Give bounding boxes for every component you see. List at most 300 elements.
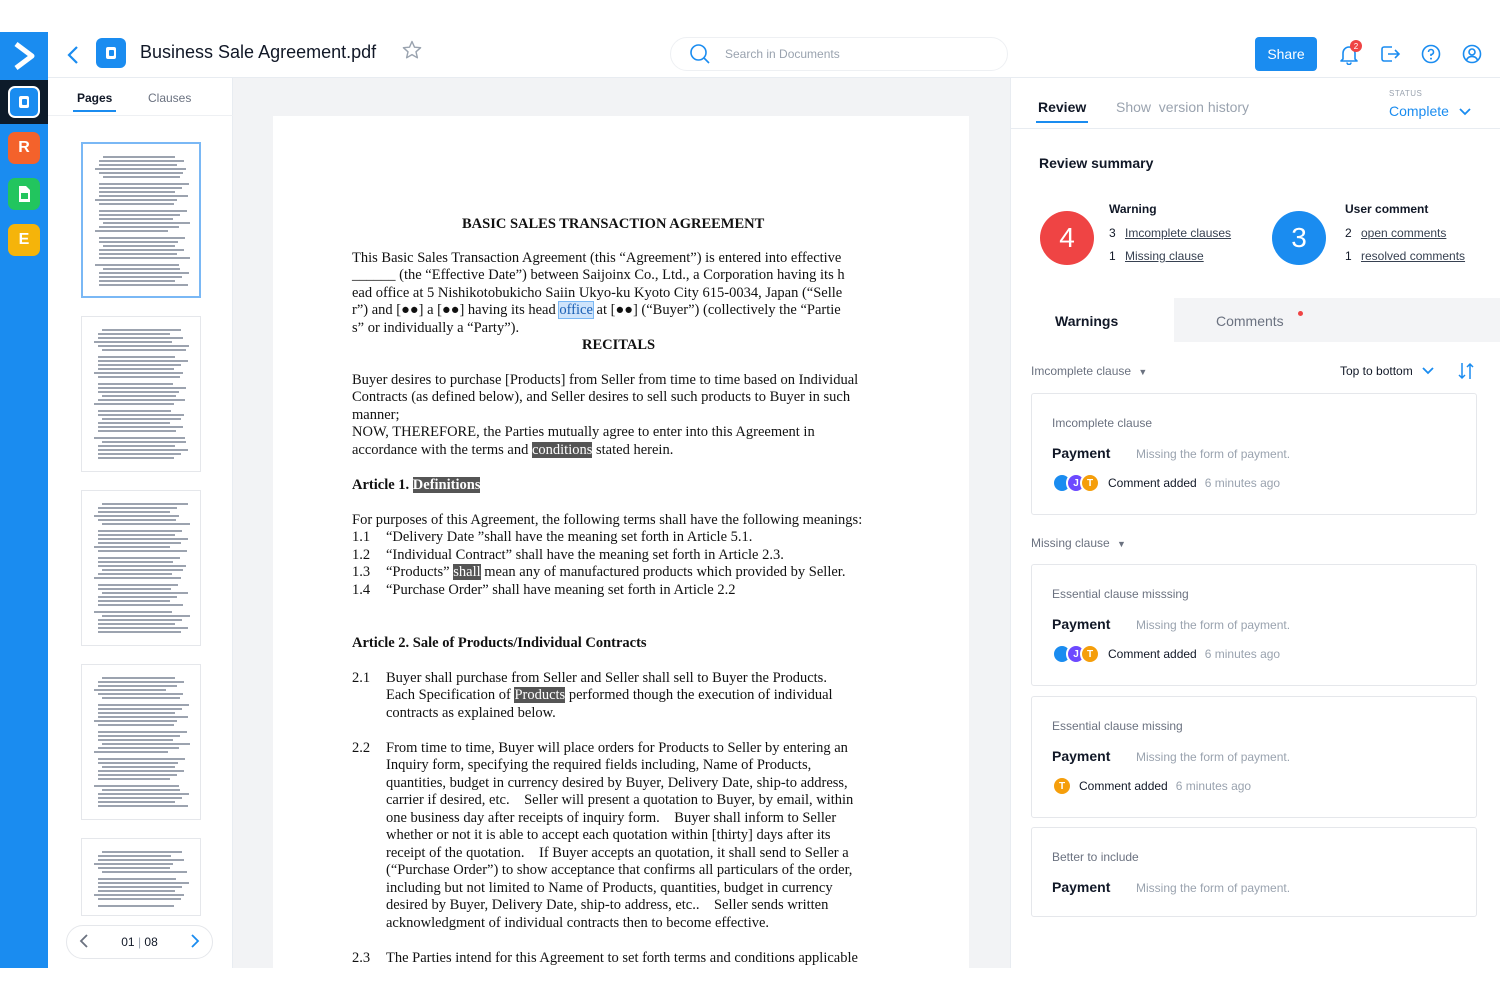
thumbnail-text-line <box>98 507 177 509</box>
help-icon[interactable] <box>1420 43 1444 67</box>
thumbnail-text-line <box>102 592 188 594</box>
thumbnail-text-line <box>95 199 177 201</box>
thumbnail-text-line <box>98 584 178 586</box>
thumbnail-text-line <box>102 871 187 873</box>
comment-status <box>1108 476 1280 490</box>
avatar: J <box>1066 473 1086 493</box>
thumbnail-text-line <box>98 383 173 385</box>
thumbnail-text-line <box>99 172 183 174</box>
user-comment-heading: User comment <box>1345 202 1429 216</box>
avatar: T <box>1052 776 1072 796</box>
search-input[interactable] <box>725 47 985 61</box>
comment-count-badge: 3 <box>1272 211 1326 265</box>
clause-2-2-line: acknowledgment of individual contracts then to become effective. <box>386 915 770 931</box>
tab-comments-label: Comments <box>1216 313 1284 329</box>
clause-2-1-line-2-post: performed though the execution of individual <box>568 687 833 703</box>
thumbnail-text-line <box>99 164 177 166</box>
warning-count-badge: 4 <box>1040 211 1094 265</box>
thumbnail-text-line <box>94 546 170 548</box>
comment-row-resolved <box>1345 249 1465 263</box>
open-comments-link[interactable]: open comments <box>1361 226 1447 240</box>
thumbnail-text-line <box>98 565 186 567</box>
thumbnail-text-line <box>98 797 182 799</box>
thumbnail-text-line <box>98 627 188 629</box>
document-viewer[interactable] <box>233 78 1010 968</box>
article-2-heading: Article 2. Sale of Products/Individual Contracts <box>352 635 647 651</box>
clause-description: Missing the form of payment. <box>1136 750 1291 764</box>
bell-icon[interactable] <box>1338 43 1362 67</box>
thumbnail-text-line <box>98 604 183 606</box>
incomplete-count: 3 <box>1109 226 1116 240</box>
rail-app-e-label: E <box>18 231 30 248</box>
thumbnail-text-line <box>99 284 188 286</box>
thumbnail-text-line <box>98 337 183 339</box>
highlight-office[interactable]: office <box>559 302 593 318</box>
warning-kind: Essential clause missing <box>1052 719 1183 733</box>
star-icon[interactable] <box>402 40 422 66</box>
highlight-conditions[interactable]: conditions <box>531 442 593 458</box>
page-thumbnail-5[interactable] <box>81 838 201 916</box>
comment-time: 6 minutes ago <box>1204 647 1281 661</box>
definition-1-3-pre: “Products” <box>386 564 450 580</box>
thumbnail-text-line <box>98 712 175 714</box>
intro-line-5: s” or individually a “Party”). <box>352 320 520 336</box>
thumbnail-text-line <box>99 191 175 193</box>
intro-line-4-post: at [●●] (“Buyer”) (collectively the “Partie <box>596 302 841 318</box>
thumbnail-text-line <box>94 611 172 613</box>
thumbnail-text-line <box>98 619 182 621</box>
clause-2-2-line: desired by Buyer, Delivery Date, ship-to address, etc.. Seller sends written <box>386 897 829 913</box>
page-thumbnail-1[interactable] <box>81 142 201 298</box>
thumbnail-text-line <box>102 329 181 331</box>
thumbnail-text-line <box>99 241 178 243</box>
tab-comments[interactable] <box>1174 298 1500 342</box>
thumbnail-text-line <box>98 368 174 370</box>
thumbnail-text-line <box>98 360 188 362</box>
comment-added-text: Comment added <box>1108 476 1197 490</box>
document-app-icon <box>8 86 40 118</box>
thumbnail-text-line <box>98 391 179 393</box>
document-app-icon <box>96 38 126 68</box>
thumbnail-text-line <box>98 867 170 869</box>
thumbnail-text-line <box>98 758 185 760</box>
thumbnail-text-line <box>98 550 187 552</box>
thumbnail-text-line <box>102 743 190 745</box>
thumbnail-text-line <box>102 677 175 679</box>
review-panel <box>1010 78 1500 968</box>
resolved-count: 1 <box>1345 249 1352 263</box>
intro-line-4 <box>352 302 841 320</box>
thumbnail-text-line <box>98 681 184 683</box>
rail-app-sheets[interactable] <box>8 178 40 210</box>
thumbnail-text-line <box>98 387 186 389</box>
thumbnail-text-line <box>94 515 179 517</box>
thumbnail-text-line <box>98 511 170 513</box>
tab-review[interactable]: Review <box>1038 99 1087 115</box>
thumbnail-text-line <box>98 356 175 358</box>
thumbnail-text-line <box>98 345 189 347</box>
intro-line-1: This Basic Sales Transaction Agreement (this “Agreement”) is entered into effective <box>352 250 842 266</box>
thumbnail-text-line <box>102 503 188 505</box>
thumbnail-text-line <box>94 403 174 405</box>
definition-1-4-num: 1.4 <box>352 582 371 598</box>
thumbnail-text-line <box>98 530 182 532</box>
incomplete-clause-filter-label: Imcomplete clause <box>1031 364 1132 378</box>
thumbnail-text-line <box>98 542 181 544</box>
document-title: Business Sale Agreement.pdf <box>140 42 377 62</box>
thumbnail-text-line <box>98 716 188 718</box>
thumbnail-text-line <box>98 724 174 726</box>
thumbnail-text-line <box>98 693 183 695</box>
thumbnail-text-line <box>98 596 177 598</box>
page-thumbnail-2[interactable] <box>81 316 201 472</box>
recitals-line-2: Contracts (as defined below), and Seller desires to sell such products to Buyer in such <box>352 389 851 405</box>
sort-order-icon[interactable] <box>1457 361 1475 381</box>
article-1-heading <box>352 477 480 495</box>
thumbnail-text-line <box>98 774 177 776</box>
thumbnail-text-line <box>98 731 187 733</box>
comment-time: 6 minutes ago <box>1204 476 1281 490</box>
incomplete-clause-filter[interactable] <box>1031 364 1147 378</box>
recitals-line-5-pre: accordance with the terms and <box>352 442 529 458</box>
clause-2-1-line-2 <box>386 687 833 705</box>
thumbnail-text-line <box>103 156 175 158</box>
thumbnail-text-line <box>98 449 188 451</box>
caret-down-icon: ▼ <box>1117 539 1126 549</box>
thumbnail-text-line <box>99 187 182 189</box>
warning-kind: Better to include <box>1052 850 1139 864</box>
status-dropdown[interactable] <box>1389 103 1471 119</box>
clause-2-1-line-1: Buyer shall purchase from Seller and Seller shall sell to Buyer the Products. <box>386 670 827 686</box>
thumbnail-text-line <box>95 264 179 266</box>
thumbnail-text-line <box>98 430 176 432</box>
thumbnail-text-line <box>98 399 185 401</box>
clause-2-3-num: 2.3 <box>352 950 371 966</box>
sheet-icon <box>16 185 32 203</box>
highlight-products[interactable]: Products <box>514 687 566 703</box>
clause-name: Payment <box>1052 879 1111 895</box>
back-arrow-icon[interactable] <box>62 42 84 68</box>
thumbnail-text-line <box>98 704 189 706</box>
warning-card[interactable] <box>1031 564 1477 686</box>
thumbnail-text-line <box>98 793 189 795</box>
tab-version-history[interactable]: Show version history <box>1116 99 1250 115</box>
clause-2-1-num: 2.1 <box>352 670 371 686</box>
missing-clause-filter[interactable] <box>1031 536 1126 550</box>
clause-2-2-line: whether or not it is able to accept each quotation within [thirty] days after its <box>386 827 831 843</box>
thumbnail-text-line <box>103 176 180 178</box>
notification-badge: 2 <box>1350 40 1362 52</box>
clause-2-2-line: carrier if desired, etc. Seller will present a quotation to Buyer, by email, within <box>386 792 854 808</box>
intro-line-2: ______ (the “Effective Date”) between Saijoinx Co., Ltd., a Corporation having its h <box>352 267 845 283</box>
current-page: 01 <box>121 935 135 949</box>
thumbnail-text-line <box>94 720 177 722</box>
clause-name: Payment <box>1052 445 1111 461</box>
thumbnail-text-line <box>94 577 181 579</box>
pages-panel <box>48 78 233 968</box>
thumbnail-text-line <box>98 855 171 857</box>
thumbnail-text-line <box>102 851 182 853</box>
comment-added-text: Comment added <box>1108 647 1197 661</box>
brand-logo-icon[interactable] <box>0 32 48 80</box>
recitals-heading: RECITALS <box>582 337 656 353</box>
thumbnail-text-line <box>102 418 181 420</box>
avatar: T <box>1080 473 1100 493</box>
recitals-line-5 <box>352 442 673 460</box>
thumbnail-text-line <box>98 708 182 710</box>
thumbnail-text-line <box>98 685 177 687</box>
sort-label: Top to bottom <box>1340 364 1413 378</box>
thumbnail-text-line <box>98 573 172 575</box>
search-icon <box>689 43 711 65</box>
thumbnail-text-line <box>99 276 182 278</box>
page-pager <box>66 925 213 959</box>
next-page-icon[interactable] <box>190 932 200 953</box>
warning-heading: Warning <box>1109 202 1157 216</box>
thumbnail-text-line <box>98 770 184 772</box>
definition-1-4: “Purchase Order” shall have meaning set forth in Article 2.2 <box>386 582 736 598</box>
clause-2-2-line: including but not limited to Name of Products, quantities, budget in currency <box>386 880 833 896</box>
thumbnail-text-line <box>98 364 181 366</box>
share-button[interactable]: Share <box>1255 37 1317 71</box>
clause-name: Payment <box>1052 748 1111 764</box>
thumbnail-text-line <box>98 859 184 861</box>
rail-app-r-label: R <box>18 139 30 156</box>
thumbnail-text-line <box>102 766 175 768</box>
definition-1-3-num: 1.3 <box>352 564 371 580</box>
tab-pages[interactable]: Pages <box>77 91 113 105</box>
profile-icon[interactable] <box>1461 43 1485 67</box>
thumbnail-text-line <box>102 523 190 525</box>
divider <box>1011 128 1500 129</box>
definition-1-1: “Delivery Date ”shall have the meaning set forth in Article 5.1. <box>386 529 753 545</box>
pages-panel-tabs <box>48 78 233 116</box>
thumbnail-text-line <box>98 519 176 521</box>
clause-2-2-line: (“Purchase Order”) to show acceptance that confirms all particulars of the order, <box>386 862 853 878</box>
clause-description: Missing the form of payment. <box>1136 881 1291 895</box>
warning-kind: Imcomplete clause <box>1052 416 1153 430</box>
thumbnail-text-line <box>102 395 176 397</box>
page-indicator <box>121 935 158 949</box>
comment-time: 6 minutes ago <box>1175 779 1252 793</box>
sort-dropdown[interactable] <box>1340 364 1434 378</box>
thumbnail-text-line <box>98 801 175 803</box>
clause-2-2-num: 2.2 <box>352 740 371 756</box>
thumbnail-text-line <box>98 445 175 447</box>
rail-app-e[interactable] <box>8 224 40 256</box>
thumbnail-text-line <box>98 905 174 907</box>
thumbnail-text-line <box>98 534 175 536</box>
thumbnail-text-line <box>99 257 190 259</box>
recitals-line-3: manner; <box>352 407 400 423</box>
incomplete-clauses-link[interactable]: Imcomplete clauses <box>1125 226 1232 240</box>
warning-row-incomplete <box>1109 226 1231 240</box>
intro-line-3: ead office at 5 Nishikotobukicho Saiin Ukyo-ku Kyoto City 615-0034, Japan (“Selle <box>352 285 843 301</box>
thumbnail-text-line <box>98 557 180 559</box>
thumbnail-text-line <box>99 160 184 162</box>
thumbnail-text-line <box>98 333 170 335</box>
thumbnail-text-line <box>98 739 173 741</box>
thumbnail-text-line <box>98 457 174 459</box>
warning-card[interactable] <box>1031 393 1477 515</box>
thumbnail-text-line <box>95 230 168 232</box>
definition-1-3 <box>386 564 845 582</box>
article-1-intro: For purposes of this Agreement, the following terms shall have the following meanings: <box>352 512 863 528</box>
thumbnail-text-line <box>94 689 166 691</box>
search-box[interactable] <box>670 37 1008 71</box>
warning-card[interactable] <box>1031 696 1477 818</box>
thumbnail-text-line <box>99 249 184 251</box>
thumbnail-text-line <box>98 886 182 888</box>
clause-2-2-line: one business day after receipts of inquiry form. Buyer shall inform to Seller <box>386 810 837 826</box>
thumbnail-text-line <box>98 778 170 780</box>
clause-2-2-line: From time to time, Buyer will place orders for Products to Seller by entering an <box>386 740 848 756</box>
intro-line-4-pre: r”) and [●●] a [●●] having its head <box>352 302 556 318</box>
review-subtabs <box>1011 298 1500 342</box>
page-thumbnail-4[interactable] <box>81 664 201 820</box>
thumbnail-text-line <box>99 253 177 255</box>
thumbnail-text-line <box>102 569 183 571</box>
document-page <box>273 116 969 968</box>
chevron-down-icon <box>1422 367 1434 375</box>
clause-2-2-line: Inquiry form, specifying the required fields including, Name of Products, <box>386 757 812 773</box>
thumbnail-text-line <box>99 183 189 185</box>
thumbnail-text-line <box>94 437 185 439</box>
thumbnail-text-line <box>103 245 175 247</box>
thumbnail-text-line <box>98 805 188 807</box>
thumbnail-text-line <box>99 210 187 212</box>
thumbnail-text-line <box>94 751 168 753</box>
recitals-line-4: NOW, THEREFORE, the Parties mutually agree to enter into this Agreement in <box>352 424 815 440</box>
caret-down-icon: ▼ <box>1138 367 1148 377</box>
page-thumbnail-3[interactable] <box>81 490 201 646</box>
thumbnail-text-line <box>99 195 188 197</box>
comment-status <box>1108 647 1280 661</box>
thumbnail-text-line <box>94 785 179 787</box>
missing-count: 1 <box>1109 249 1116 263</box>
thumbnail-text-line <box>98 561 173 563</box>
thumbnail-text-line <box>99 280 175 282</box>
thumbnail-text-line <box>98 453 181 455</box>
warning-card[interactable] <box>1031 827 1477 917</box>
thumbnail-text-line <box>102 697 180 699</box>
thumbnail-text-line <box>98 426 183 428</box>
highlight-definitions[interactable]: Definitions <box>412 477 481 493</box>
definition-1-2-num: 1.2 <box>352 547 371 563</box>
thumbnail-text-line <box>98 410 171 412</box>
clause-2-1-line-3: contracts as explained below. <box>386 705 556 721</box>
thumbnail-text-line <box>98 623 175 625</box>
clause-2-2-line: quantities, budget in currency desired by Buyer, Delivery Date, ship-to address, <box>386 775 848 791</box>
thumbnail-text-line <box>98 414 184 416</box>
thumbnail-text-line <box>98 878 176 880</box>
review-summary-title: Review summary <box>1039 155 1154 171</box>
thumbnail-text-line <box>98 882 189 884</box>
open-count: 2 <box>1345 226 1352 240</box>
app-rail <box>0 32 48 968</box>
unread-dot-icon <box>1298 311 1303 316</box>
thumbnail-text-line <box>95 168 186 170</box>
recitals-line-1: Buyer desires to purchase [Products] from Seller from time to time based on Individual <box>352 372 859 388</box>
thumbnail-text-line <box>98 422 170 424</box>
thumbnail-text-line <box>103 268 180 270</box>
thumbnail-text-line <box>99 272 189 274</box>
thumbnail-text-line <box>98 600 170 602</box>
thumbnail-text-line <box>94 341 172 343</box>
tab-warnings[interactable]: Warnings <box>1011 298 1174 342</box>
thumbnail-text-line <box>94 863 173 865</box>
thumbnail-text-line <box>98 898 181 900</box>
resolved-comments-link[interactable]: resolved comments <box>1361 249 1466 263</box>
warning-kind: Essential clause misssing <box>1052 587 1189 601</box>
avatar: J <box>1066 644 1086 664</box>
status-value: Complete <box>1389 103 1449 119</box>
definition-1-2: “Individual Contract” shall have the meaning set forth in Article 2.3. <box>386 547 784 563</box>
export-icon[interactable] <box>1379 43 1403 67</box>
document-heading: BASIC SALES TRANSACTION AGREEMENT <box>462 216 765 232</box>
missing-clause-filter-label: Missing clause <box>1031 536 1110 550</box>
thumbnail-text-line <box>102 789 180 791</box>
definition-1-1-num: 1.1 <box>352 529 371 545</box>
thumbnail-text-line <box>102 615 190 617</box>
thumbnail-text-line <box>98 588 171 590</box>
avatar: T <box>1080 644 1100 664</box>
thumbnail-text-line <box>98 735 180 737</box>
total-pages: 08 <box>144 935 158 949</box>
thumbnail-text-line <box>99 237 185 239</box>
comment-row-open <box>1345 226 1446 240</box>
clause-2-3-line: The Parties intend for this Agreement to set forth terms and conditions applicable <box>386 950 858 966</box>
thumbnail-text-line <box>98 538 188 540</box>
comment-status <box>1079 779 1251 793</box>
thumbnail-text-line <box>98 762 178 764</box>
tab-clauses[interactable]: Clauses <box>148 91 192 105</box>
chevron-down-icon <box>1459 108 1471 116</box>
thumbnail-text-line <box>94 372 183 374</box>
clause-description: Missing the form of payment. <box>1136 618 1291 632</box>
thumbnail-text-line <box>102 349 186 351</box>
thumbnail-text-line <box>98 631 181 633</box>
thumbnail-text-line <box>98 890 175 892</box>
thumbnail-text-line <box>102 441 186 443</box>
clause-description: Missing the form of payment. <box>1136 447 1291 461</box>
clause-name: Payment <box>1052 616 1111 632</box>
thumbnail-text-line <box>103 222 190 224</box>
highlight-shall[interactable]: shall <box>453 564 481 580</box>
definition-1-3-post: mean any of manufactured products which provided by Seller. <box>484 564 846 580</box>
clause-2-2-line: receipt of the quotation. If Buyer accepts an quotation, it shall send to Seller a <box>386 845 849 861</box>
rail-app-documents[interactable] <box>0 80 48 124</box>
top-bar <box>48 32 1500 78</box>
missing-clause-link[interactable]: Missing clause <box>1125 249 1204 263</box>
thumbnail-text-line <box>99 203 174 205</box>
comment-added-text: Comment added <box>1079 779 1168 793</box>
page-separator: | <box>137 935 142 949</box>
rail-app-r[interactable] <box>8 132 40 164</box>
status-label: STATUS <box>1389 89 1423 98</box>
thumbnail-text-line <box>98 376 180 378</box>
thumbnail-text-line <box>99 218 173 220</box>
thumbnail-text-line <box>99 214 180 216</box>
previous-page-icon[interactable] <box>79 932 89 953</box>
warning-row-missing <box>1109 249 1204 263</box>
thumbnail-text-line <box>94 894 184 896</box>
thumbnail-text-line <box>98 747 179 749</box>
article-1-prefix: Article 1. <box>352 477 410 493</box>
clause-2-1-line-2-pre: Each Specification of <box>386 687 511 703</box>
recitals-line-5-post: stated herein. <box>596 442 674 458</box>
thumbnail-text-line <box>99 226 179 228</box>
